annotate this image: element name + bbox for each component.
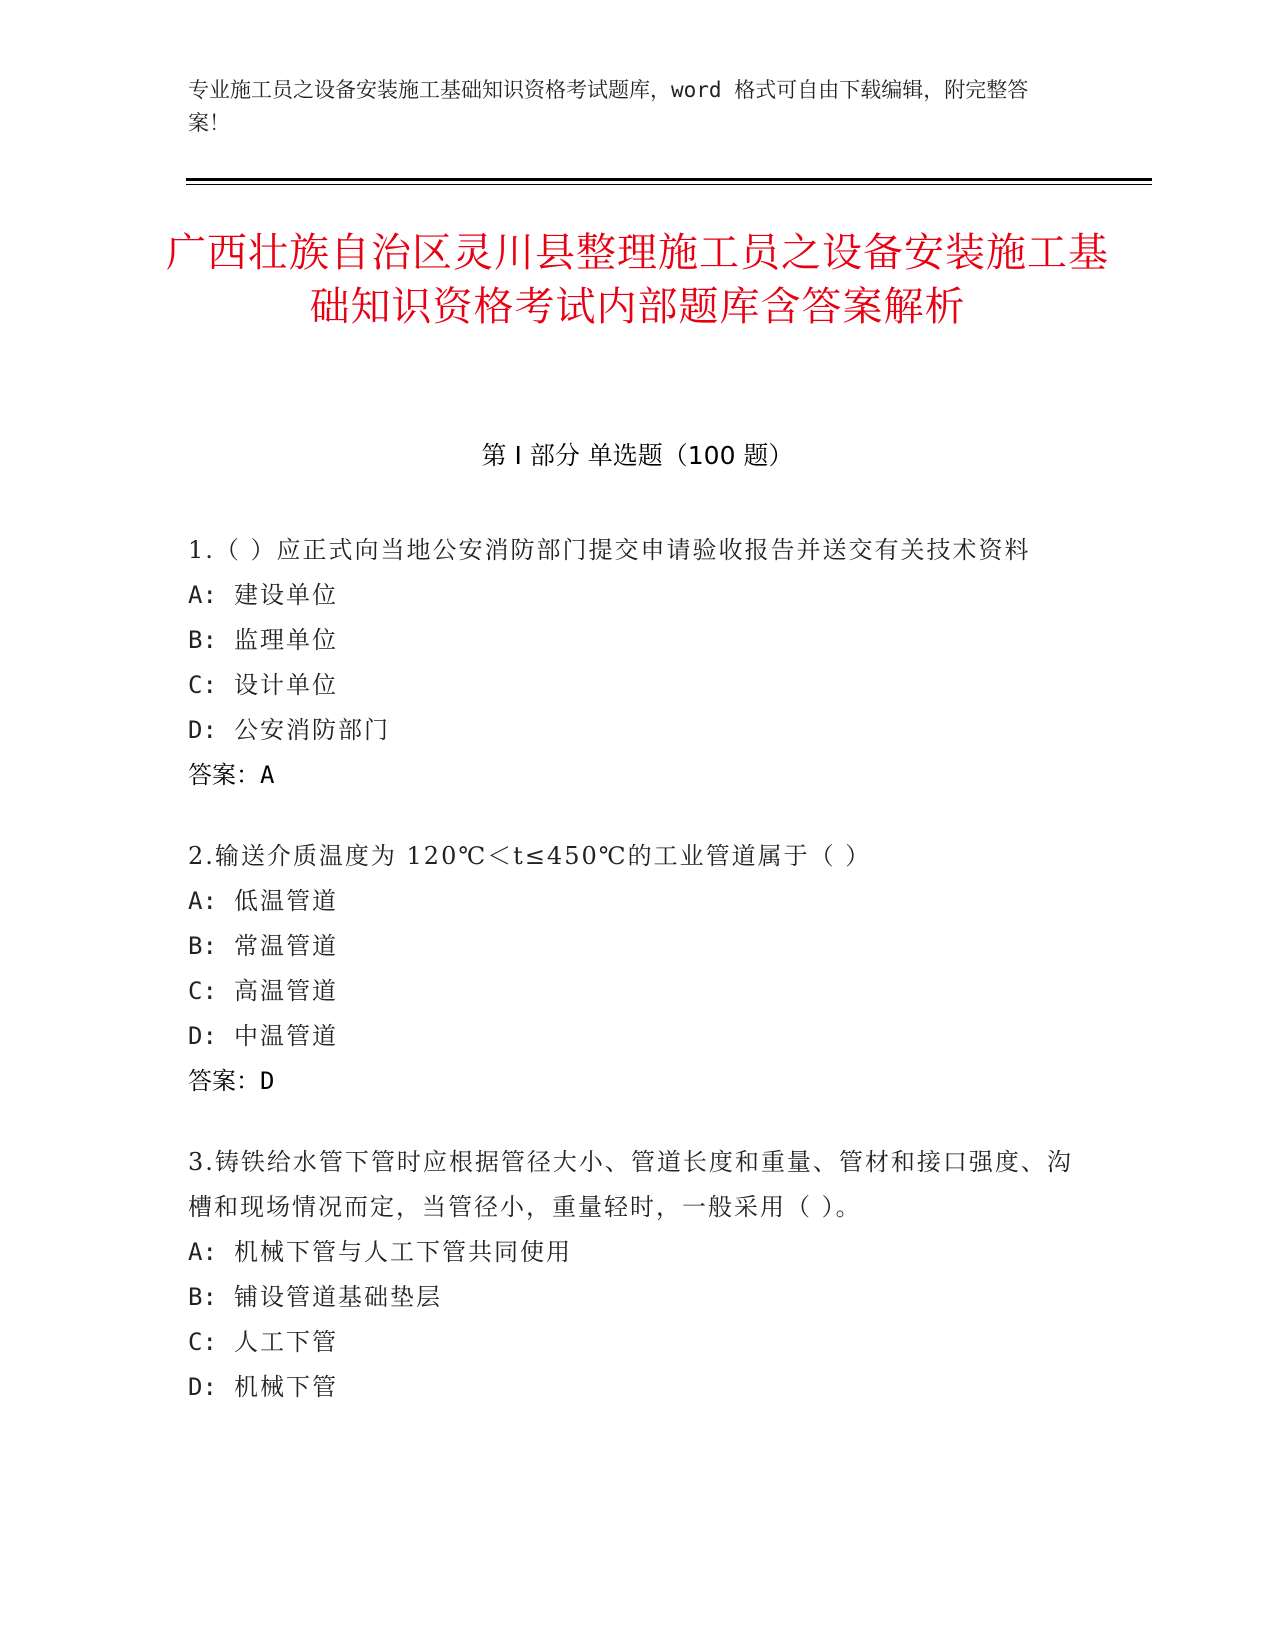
question-1 (188, 528, 1088, 798)
option-text: 公安消防部门 (234, 716, 390, 744)
section-heading: 第 I 部分 单选题（100 题） (481, 441, 794, 470)
option-key: D: (188, 1373, 217, 1401)
header-divider-thin (186, 184, 1152, 185)
question-stem: 2.输送介质温度为 120℃＜t≤450℃的工业管道属于（ ） (188, 842, 872, 870)
option-text: 常温管道 (234, 932, 338, 960)
answer-line (188, 1059, 1088, 1104)
answer-label: 答案： (188, 761, 260, 789)
option-key: C: (188, 671, 217, 699)
option-d (188, 1365, 1088, 1410)
header-divider-thick (186, 178, 1152, 181)
option-key: B: (188, 1283, 217, 1311)
option-text: 设计单位 (234, 671, 338, 699)
answer-value: D (260, 1067, 275, 1095)
option-c (188, 969, 1088, 1014)
option-a (188, 879, 1088, 924)
option-key: B: (188, 932, 217, 960)
option-key: C: (188, 1328, 217, 1356)
option-d (188, 708, 1088, 753)
option-b (188, 1275, 1088, 1320)
option-text: 机械下管 (234, 1373, 338, 1401)
option-a (188, 573, 1088, 618)
option-c (188, 663, 1088, 708)
question-list (188, 528, 1088, 1446)
answer-value: A (260, 761, 275, 789)
option-text: 人工下管 (234, 1328, 338, 1356)
option-text: 铺设管道基础垫层 (234, 1283, 442, 1311)
option-b (188, 618, 1088, 663)
option-b (188, 924, 1088, 969)
question-3 (188, 1140, 1088, 1410)
option-key: B: (188, 626, 217, 654)
option-d (188, 1014, 1088, 1059)
question-2 (188, 834, 1088, 1104)
question-stem: 3.铸铁给水管下管时应根据管径大小、管道长度和重量、管材和接口强度、沟槽和现场情况而定，当管径小，重量轻时，一般采用（ ）。 (188, 1148, 1073, 1221)
answer-line (188, 753, 1088, 798)
option-a (188, 1230, 1088, 1275)
option-c (188, 1320, 1088, 1365)
option-text: 低温管道 (234, 887, 338, 915)
option-key: C: (188, 977, 217, 1005)
question-stem: 1.（ ）应正式向当地公安消防部门提交申请验收报告并送交有关技术资料 (188, 536, 1031, 564)
option-text: 高温管道 (234, 977, 338, 1005)
answer-label: 答案： (188, 1067, 260, 1095)
document-title: 广西壮族自治区灵川县整理施工员之设备安装施工基础知识资格考试内部题库含答案解析 (166, 230, 1109, 330)
option-key: D: (188, 1022, 217, 1050)
option-key: A: (188, 887, 217, 915)
header-note: 专业施工员之设备安装施工基础知识资格考试题库，word 格式可自由下载编辑，附完整答案！ (188, 78, 1029, 135)
option-key: A: (188, 1238, 217, 1266)
option-key: D: (188, 716, 217, 744)
option-key: A: (188, 581, 217, 609)
option-text: 中温管道 (234, 1022, 338, 1050)
option-text: 机械下管与人工下管共同使用 (234, 1238, 572, 1266)
option-text: 建设单位 (234, 581, 338, 609)
option-text: 监理单位 (234, 626, 338, 654)
